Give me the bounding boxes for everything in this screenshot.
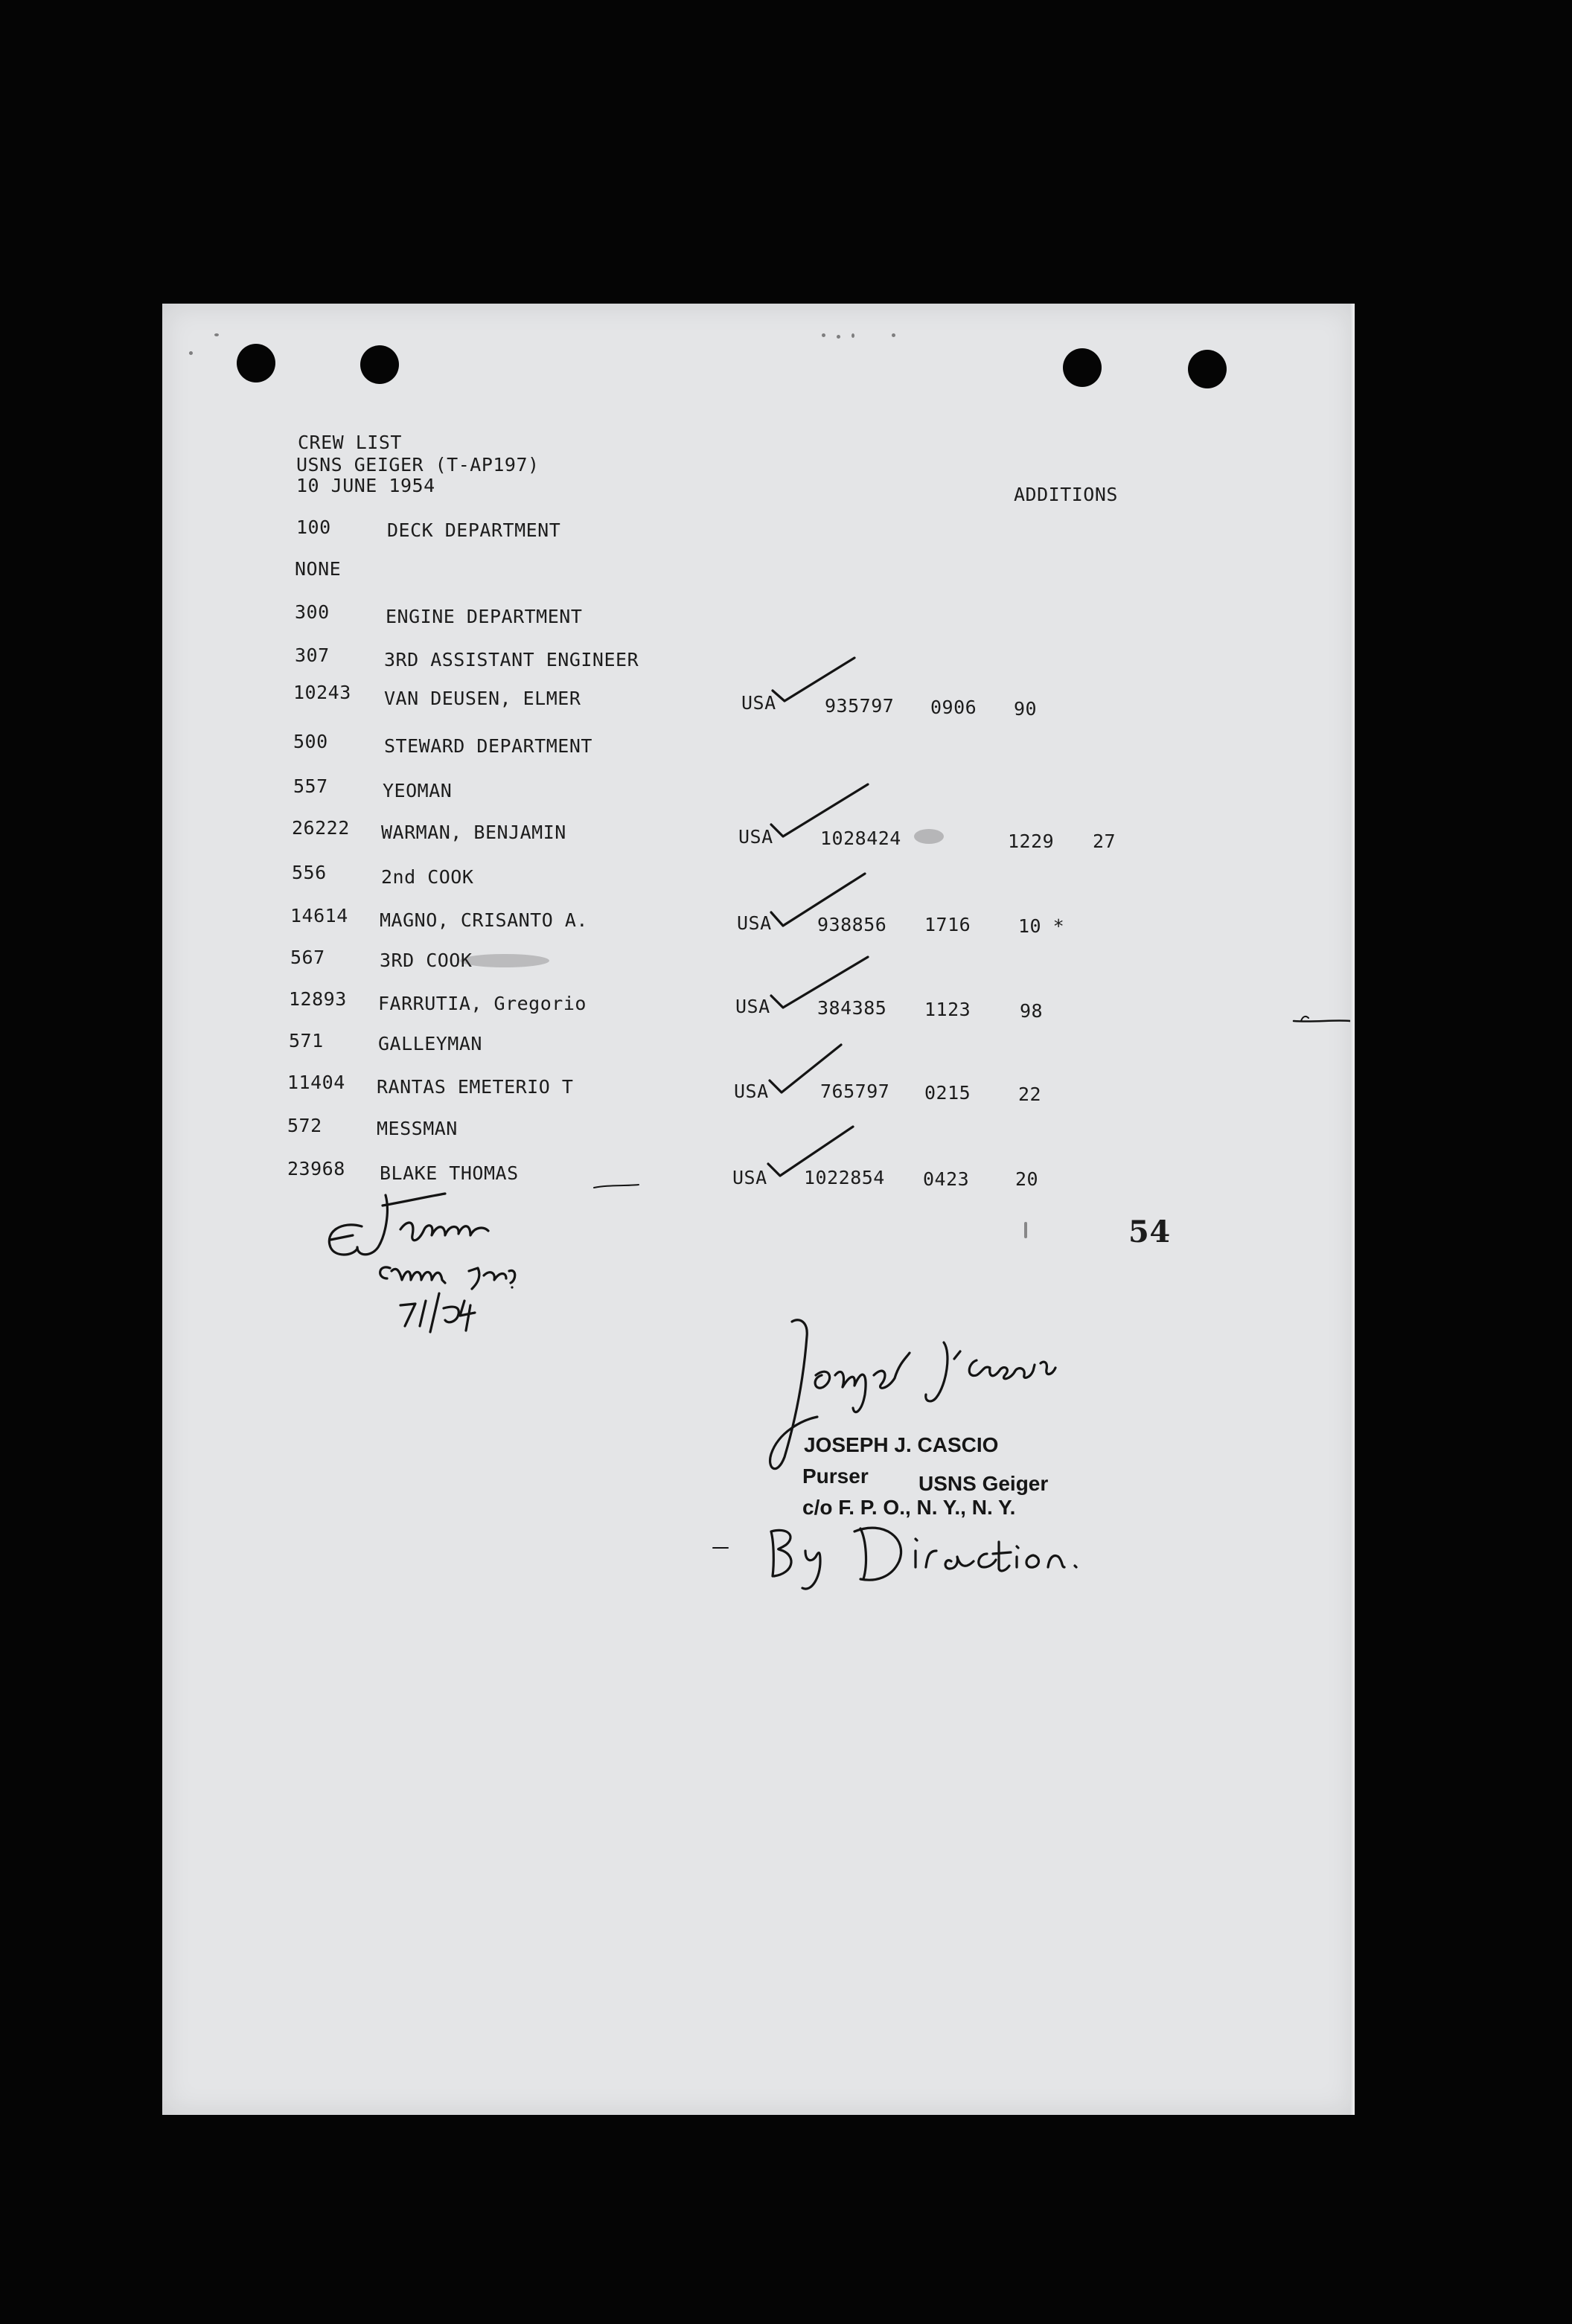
by-direction-handwriting (713, 1528, 1076, 1589)
total-count: 54 (1128, 1214, 1171, 1249)
list-date: 10 JUNE 1954 (296, 475, 435, 496)
check-mark (770, 1045, 841, 1092)
row-text: WARMAN, BENJAMIN (381, 822, 566, 843)
row-code: 11404 (287, 1072, 345, 1093)
check-mark (768, 1127, 853, 1176)
row-code: 26222 (292, 817, 350, 839)
row-nationality: USA (737, 912, 772, 934)
stamp-title: Purser (802, 1464, 869, 1488)
row-number: 1229 (1008, 830, 1055, 852)
page-title: CREW LIST (298, 432, 402, 453)
row-code: 300 (295, 601, 330, 623)
document-page (162, 304, 1355, 2115)
row-text: DECK DEPARTMENT (387, 519, 561, 541)
row-number: 0423 (923, 1168, 970, 1190)
row-text: GALLEYMAN (378, 1033, 482, 1054)
ship-name: USNS GEIGER (T-AP197) (296, 454, 540, 476)
row-code: 571 (289, 1030, 324, 1051)
row-code: 556 (292, 862, 327, 883)
row-text: MAGNO, CRISANTO A. (380, 909, 588, 931)
stamp-ship: USNS Geiger (918, 1472, 1049, 1495)
row-number: 27 (1093, 830, 1116, 852)
row-id: 1022854 (804, 1167, 885, 1188)
row-code: NONE (295, 558, 342, 580)
purser-signature (770, 1320, 1055, 1469)
stamp-address: c/o F. P. O., N. Y., N. Y. (802, 1496, 1016, 1519)
row-code: 12893 (289, 988, 347, 1010)
row-code: 557 (293, 775, 328, 797)
row-text: VAN DEUSEN, ELMER (384, 688, 581, 709)
row-text: 3RD COOK (380, 950, 473, 971)
row-text: RANTAS EMETERIO T (377, 1076, 574, 1098)
row-text: 3RD ASSISTANT ENGINEER (384, 649, 639, 670)
row-nationality: USA (738, 826, 773, 848)
row-number: 1123 (924, 999, 971, 1020)
row-code: 10243 (293, 682, 351, 703)
row-text: YEOMAN (383, 780, 453, 801)
row-number: 90 (1014, 698, 1038, 720)
row-number: 0906 (930, 697, 977, 718)
row-number: 0215 (924, 1082, 971, 1104)
handwriting-layer (162, 304, 1355, 2115)
row-text: FARRUTIA, Gregorio (378, 993, 587, 1014)
row-code: 307 (295, 644, 330, 666)
check-mark (773, 658, 854, 701)
row-text: MESSMAN (377, 1118, 458, 1139)
check-mark (771, 957, 868, 1008)
row-text: 2nd COOK (381, 866, 474, 888)
check-mark (771, 784, 868, 836)
row-id: 384385 (817, 997, 887, 1019)
row-text: BLAKE THOMAS (380, 1162, 519, 1184)
row-code: 100 (296, 516, 331, 538)
row-text: ENGINE DEPARTMENT (386, 606, 583, 627)
stamp-name: JOSEPH J. CASCIO (804, 1433, 999, 1456)
row-nationality: USA (741, 692, 776, 714)
row-number: 22 (1018, 1083, 1042, 1105)
additions-heading: ADDITIONS (1014, 484, 1118, 505)
row-code: 23968 (287, 1158, 345, 1179)
row-number: 1716 (924, 914, 971, 935)
row-code: 567 (290, 947, 325, 968)
row-number: 20 (1015, 1168, 1039, 1190)
row-id: 1028424 (820, 828, 901, 849)
row-code: 14614 (290, 905, 348, 926)
row-number: 10 * (1018, 915, 1065, 937)
row-code: 500 (293, 731, 328, 752)
inspector-signature (329, 1185, 639, 1332)
row-nationality: USA (734, 1081, 769, 1102)
row-nationality: USA (735, 996, 770, 1017)
row-nationality: USA (732, 1167, 767, 1188)
row-code: 572 (287, 1115, 322, 1136)
row-id: 765797 (820, 1081, 890, 1102)
check-mark (771, 874, 865, 926)
row-id: 935797 (825, 695, 895, 717)
row-id: 938856 (817, 914, 887, 935)
row-number: 98 (1020, 1000, 1044, 1022)
row-text: STEWARD DEPARTMENT (384, 735, 592, 757)
